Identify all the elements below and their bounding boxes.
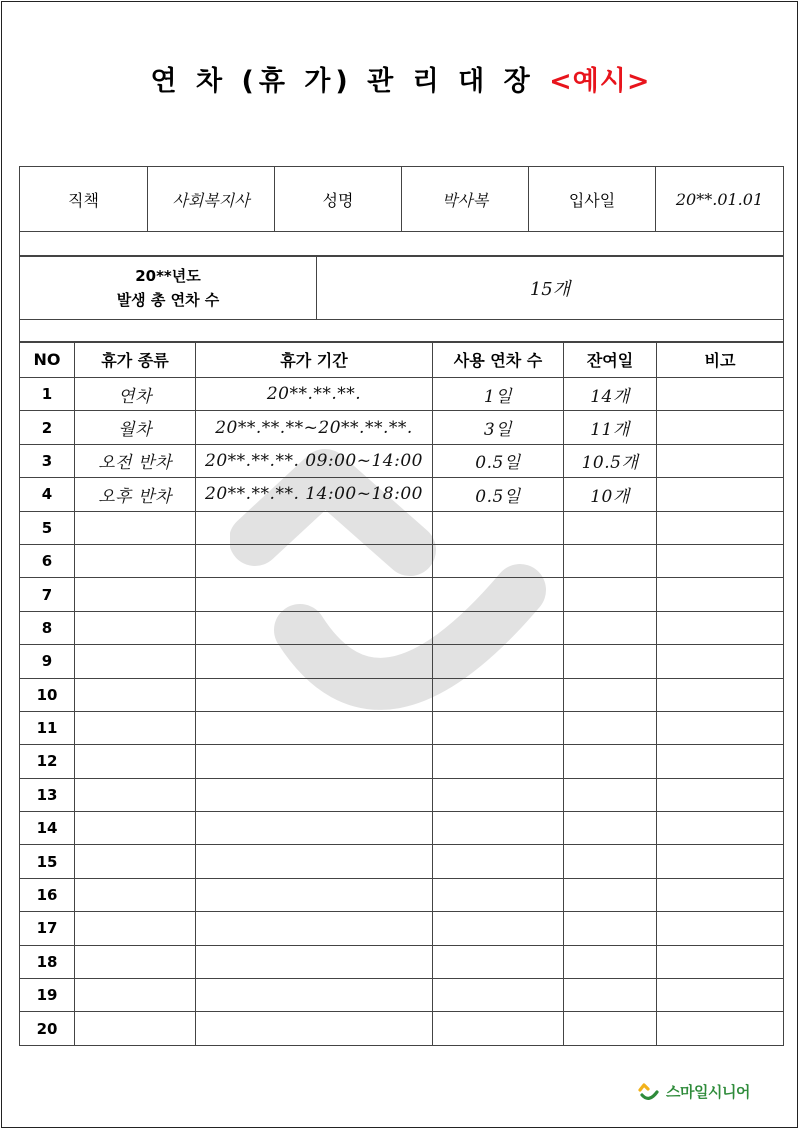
table-row (20, 611, 784, 644)
leave-period-cell (196, 845, 433, 878)
header-no: NO (20, 342, 75, 378)
days-used-cell (433, 878, 564, 911)
table-row (20, 478, 784, 511)
leave-period-cell: 20**.**.**. (196, 378, 433, 411)
table-row (20, 745, 784, 778)
remaining-days-cell (564, 745, 657, 778)
row-number-cell: 11 (20, 711, 75, 744)
note-cell (657, 478, 784, 511)
days-used-cell: 3일 (433, 411, 564, 444)
days-used-cell (433, 745, 564, 778)
annual-leave-caption: 발생 총 연차 수 (116, 291, 220, 309)
remaining-days-cell: 10개 (564, 478, 657, 511)
note-cell (657, 678, 784, 711)
leave-period-cell: 20**.**.**~20**.**.**. (196, 411, 433, 444)
table-row (20, 778, 784, 811)
leave-period-cell (196, 778, 433, 811)
table-row (20, 578, 784, 611)
days-used-cell: 1일 (433, 378, 564, 411)
table-row (20, 878, 784, 911)
leave-log-table (19, 341, 784, 1046)
leave-period-cell (196, 878, 433, 911)
remaining-days-cell: 10.5개 (564, 444, 657, 477)
leave-type-cell (75, 778, 196, 811)
header-days-used: 사용 연차 수 (433, 342, 564, 378)
leave-type-cell (75, 845, 196, 878)
leave-type-cell: 연차 (75, 378, 196, 411)
note-cell (657, 378, 784, 411)
header-leave-period: 휴가 기간 (196, 342, 433, 378)
leave-type-cell (75, 578, 196, 611)
days-used-cell (433, 812, 564, 845)
leave-type-cell: 월차 (75, 411, 196, 444)
days-used-cell: 0.5일 (433, 444, 564, 477)
remaining-days-cell (564, 611, 657, 644)
table-row (20, 544, 784, 577)
days-used-cell (433, 578, 564, 611)
table-row (20, 511, 784, 544)
row-number-cell: 14 (20, 812, 75, 845)
remaining-days-cell (564, 979, 657, 1012)
note-cell (657, 878, 784, 911)
table-row (20, 678, 784, 711)
remaining-days-cell (564, 945, 657, 978)
leave-type-cell (75, 945, 196, 978)
page-title (0, 62, 801, 102)
annual-leave-total: 15개 (317, 257, 784, 320)
row-number-cell: 17 (20, 912, 75, 945)
note-cell (657, 711, 784, 744)
remaining-days-cell (564, 511, 657, 544)
hire-date-value: 20**.01.01 (656, 167, 784, 232)
days-used-cell (433, 979, 564, 1012)
leave-log-header-row (20, 342, 784, 378)
remaining-days-cell: 14개 (564, 378, 657, 411)
leave-period-cell (196, 979, 433, 1012)
leave-period-cell (196, 745, 433, 778)
leave-type-cell (75, 979, 196, 1012)
leave-period-cell (196, 912, 433, 945)
days-used-cell (433, 845, 564, 878)
leave-period-cell (196, 544, 433, 577)
note-cell (657, 411, 784, 444)
header-note: 비고 (657, 342, 784, 378)
remaining-days-cell (564, 645, 657, 678)
spacer-row (20, 320, 784, 343)
days-used-cell (433, 511, 564, 544)
remaining-days-cell (564, 912, 657, 945)
position-label: 직책 (20, 167, 148, 232)
row-number-cell: 4 (20, 478, 75, 511)
table-row (20, 1012, 784, 1045)
table-row (20, 845, 784, 878)
row-number-cell: 1 (20, 378, 75, 411)
leave-type-cell (75, 645, 196, 678)
row-number-cell: 8 (20, 611, 75, 644)
days-used-cell (433, 611, 564, 644)
row-number-cell: 15 (20, 845, 75, 878)
position-value: 사회복지사 (148, 167, 275, 232)
remaining-days-cell (564, 544, 657, 577)
table-row (20, 945, 784, 978)
annual-leave-label (20, 257, 317, 320)
row-number-cell: 18 (20, 945, 75, 978)
note-cell (657, 511, 784, 544)
note-cell (657, 444, 784, 477)
days-used-cell (433, 945, 564, 978)
annual-leave-year: 20**년도 (135, 267, 201, 285)
leave-period-cell (196, 945, 433, 978)
leave-period-cell (196, 645, 433, 678)
row-number-cell: 5 (20, 511, 75, 544)
remaining-days-cell (564, 678, 657, 711)
name-value: 박사복 (402, 167, 529, 232)
leave-period-cell (196, 812, 433, 845)
leave-type-cell (75, 611, 196, 644)
leave-period-cell (196, 1012, 433, 1045)
remaining-days-cell: 11개 (564, 411, 657, 444)
leave-type-cell (75, 678, 196, 711)
note-cell (657, 611, 784, 644)
smile-logo-icon (637, 1082, 661, 1102)
leave-type-cell (75, 711, 196, 744)
days-used-cell (433, 544, 564, 577)
leave-period-cell: 20**.**.**. 09:00~14:00 (196, 444, 433, 477)
table-row (20, 812, 784, 845)
leave-type-cell (75, 812, 196, 845)
days-used-cell (433, 711, 564, 744)
leave-type-cell (75, 912, 196, 945)
remaining-days-cell (564, 711, 657, 744)
leave-period-cell (196, 511, 433, 544)
leave-period-cell (196, 678, 433, 711)
table-row (20, 378, 784, 411)
title-example-tag: <예시> (549, 66, 651, 97)
table-row (20, 645, 784, 678)
header-leave-type: 휴가 종류 (75, 342, 196, 378)
note-cell (657, 945, 784, 978)
note-cell (657, 979, 784, 1012)
remaining-days-cell (564, 878, 657, 911)
table-row (20, 444, 784, 477)
note-cell (657, 1012, 784, 1045)
days-used-cell (433, 645, 564, 678)
row-number-cell: 10 (20, 678, 75, 711)
days-used-cell (433, 912, 564, 945)
brand-name: 스마일시니어 (666, 1083, 750, 1101)
row-number-cell: 19 (20, 979, 75, 1012)
leave-type-cell: 오후 반차 (75, 478, 196, 511)
leave-type-cell (75, 544, 196, 577)
name-label: 성명 (275, 167, 402, 232)
note-cell (657, 912, 784, 945)
days-used-cell: 0.5일 (433, 478, 564, 511)
row-number-cell: 3 (20, 444, 75, 477)
row-number-cell: 2 (20, 411, 75, 444)
remaining-days-cell (564, 778, 657, 811)
leave-type-cell: 오전 반차 (75, 444, 196, 477)
row-number-cell: 6 (20, 544, 75, 577)
leave-type-cell (75, 878, 196, 911)
remaining-days-cell (564, 845, 657, 878)
annual-leave-summary-table (19, 256, 784, 343)
table-row (20, 711, 784, 744)
days-used-cell (433, 1012, 564, 1045)
leave-period-cell (196, 611, 433, 644)
header-remaining: 잔여일 (564, 342, 657, 378)
table-row (20, 411, 784, 444)
note-cell (657, 745, 784, 778)
leave-period-cell: 20**.**.**. 14:00~18:00 (196, 478, 433, 511)
row-number-cell: 13 (20, 778, 75, 811)
note-cell (657, 645, 784, 678)
brand-logo (637, 1081, 750, 1102)
title-main: 연 차 (휴 가) 관 리 대 장 (150, 66, 535, 97)
row-number-cell: 16 (20, 878, 75, 911)
employee-info-table (19, 166, 784, 256)
row-number-cell: 12 (20, 745, 75, 778)
note-cell (657, 578, 784, 611)
days-used-cell (433, 678, 564, 711)
row-number-cell: 7 (20, 578, 75, 611)
table-row (20, 979, 784, 1012)
note-cell (657, 778, 784, 811)
leave-period-cell (196, 578, 433, 611)
spacer-row (20, 232, 784, 256)
leave-type-cell (75, 1012, 196, 1045)
leave-type-cell (75, 745, 196, 778)
remaining-days-cell (564, 812, 657, 845)
leave-period-cell (196, 711, 433, 744)
table-row (20, 912, 784, 945)
note-cell (657, 812, 784, 845)
row-number-cell: 9 (20, 645, 75, 678)
remaining-days-cell (564, 578, 657, 611)
note-cell (657, 544, 784, 577)
note-cell (657, 845, 784, 878)
hire-date-label: 입사일 (529, 167, 656, 232)
leave-type-cell (75, 511, 196, 544)
days-used-cell (433, 778, 564, 811)
remaining-days-cell (564, 1012, 657, 1045)
row-number-cell: 20 (20, 1012, 75, 1045)
